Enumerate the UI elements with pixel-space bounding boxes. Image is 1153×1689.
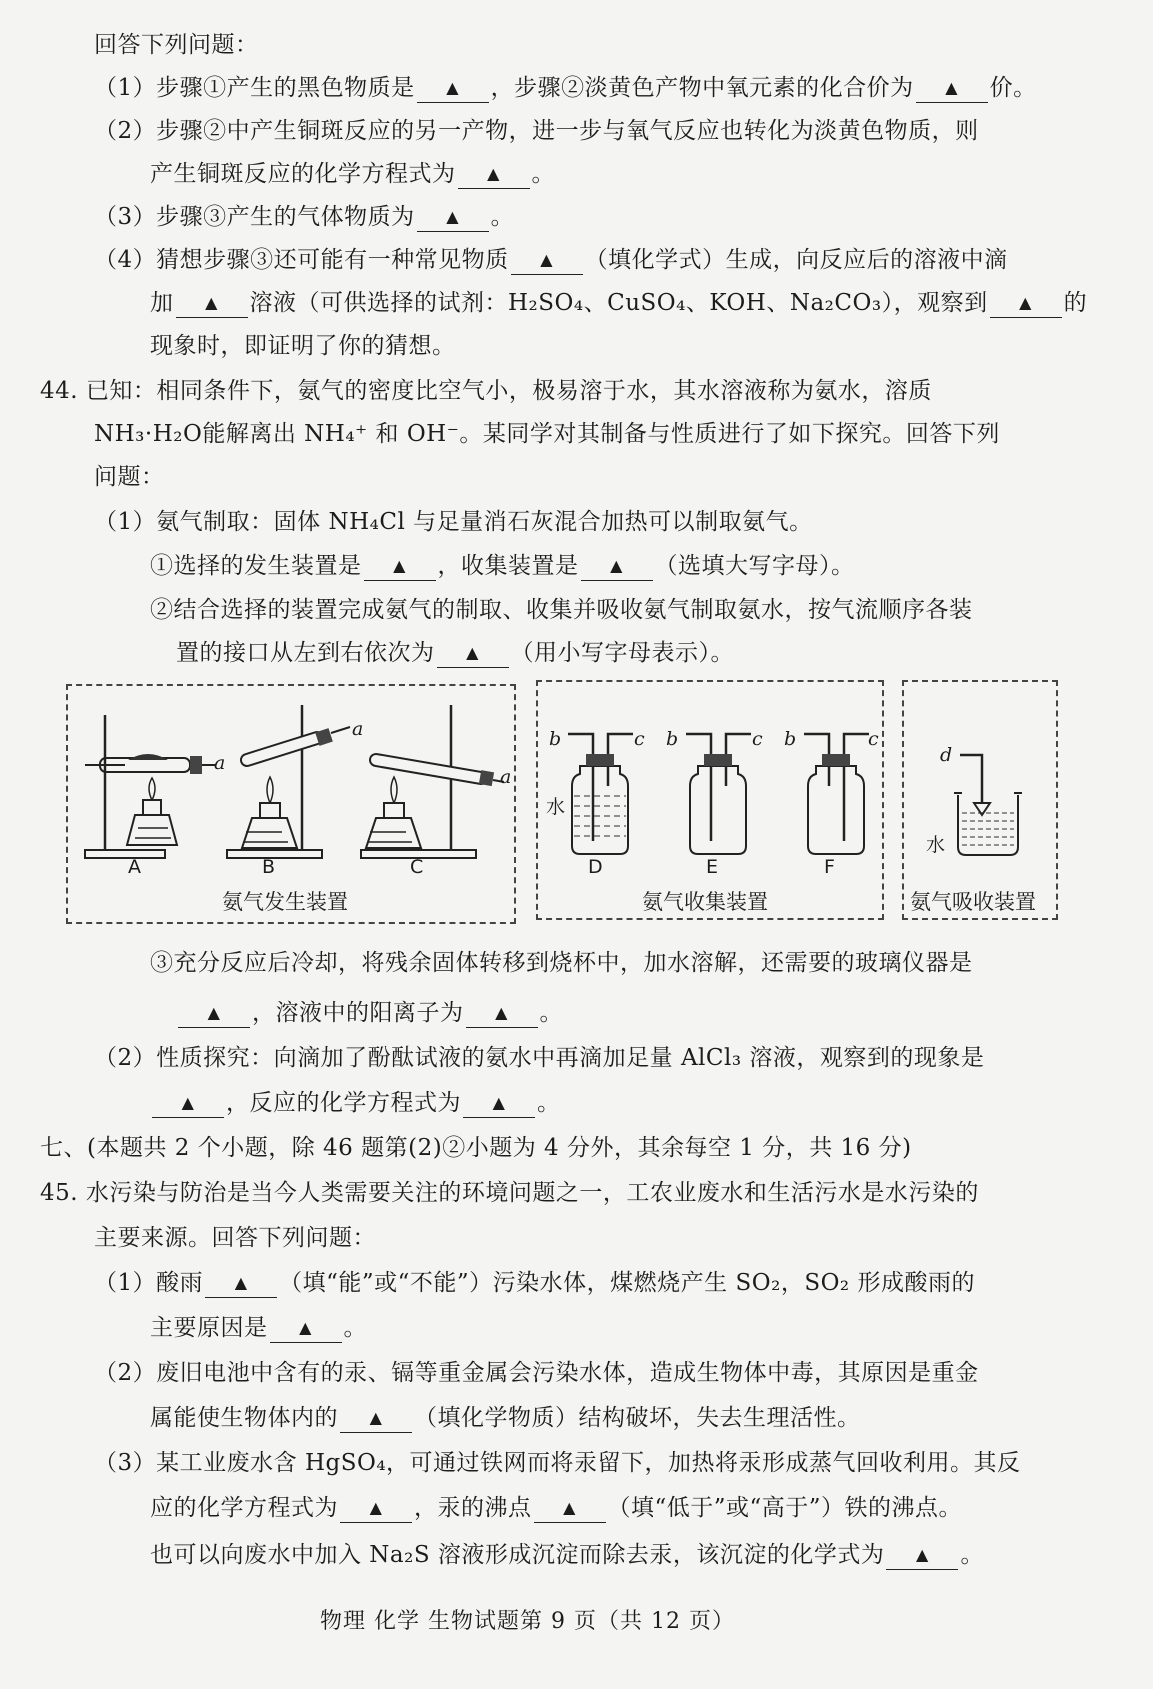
q43-part4-line3: 现象时，即证明了你的猜想。 xyxy=(150,333,456,359)
port-a-label-3: a xyxy=(500,766,512,788)
answer-blank[interactable]: ▲ xyxy=(176,291,248,318)
q43-intro: 回答下列问题： xyxy=(94,32,259,58)
q45-part1-line1: （1）酸雨 ▲ （填“能”或“不能”）污染水体，煤燃烧产生 SO₂，SO₂ 形成酸雨的 xyxy=(94,1270,975,1296)
q43-part2-line1: （2）步骤②中产生铜斑反应的另一产物，进一步与氧气反应也转化为淡黄色物质，则 xyxy=(94,118,979,144)
bottle-f-label: F xyxy=(824,856,835,878)
answer-blank[interactable]: ▲ xyxy=(990,291,1062,318)
answer-blank[interactable]: ▲ xyxy=(417,205,489,232)
answer-blank[interactable]: ▲ xyxy=(534,1496,606,1523)
q45-part3-line1: （3）某工业废水含 HgSO₄，可通过铁网而将汞留下，加热将汞形成蒸气回收利用。其反 xyxy=(94,1450,1021,1476)
q45-part3-line3: 也可以向废水中加入 Na₂S 溶液形成沉淀而除去汞，该沉淀的化学式为 ▲ 。 xyxy=(150,1542,984,1568)
q44-part2-line2: ▲ ，反应的化学方程式为 ▲ 。 xyxy=(150,1088,561,1118)
apparatus-c-label: C xyxy=(410,856,424,878)
q43-part3: （3）步骤③产生的气体物质为 ▲ 。 xyxy=(94,204,515,230)
q45-stem-line1: 45. 水污染与防治是当今人类需要关注的环境问题之一，工农业废水和生活污水是水污染的 xyxy=(40,1180,979,1206)
absorption-caption: 氨气吸收装置 xyxy=(910,890,1036,914)
apparatus-a-drawing xyxy=(80,700,220,860)
q45-part1-line2: 主要原因是 ▲ 。 xyxy=(150,1315,367,1341)
q43-part4-line2: 加 ▲ 溶液（可供选择的试剂：H₂SO₄、CuSO₄、KOH、Na₂CO₃），观察到 ▲ 的 xyxy=(150,290,1088,316)
bottle-d-label: D xyxy=(588,856,603,878)
answer-blank[interactable]: ▲ xyxy=(511,248,583,275)
answer-blank[interactable]: ▲ xyxy=(270,1316,342,1343)
section7-title: 七、(本题共 2 个小题，除 46 题第(2)②小题为 4 分外，其余每空 1 分，共 16 分) xyxy=(40,1135,912,1161)
q44-stem-line3: 问题： xyxy=(94,464,165,490)
answer-blank[interactable]: ▲ xyxy=(152,1091,224,1118)
apparatus-b-drawing xyxy=(222,700,362,860)
q44-stem-line1: 44. 已知：相同条件下，氨气的密度比空气小，极易溶于水，其水溶液称为氨水，溶质 xyxy=(40,378,932,404)
answer-blank[interactable]: ▲ xyxy=(178,1001,250,1028)
answer-blank[interactable]: ▲ xyxy=(340,1496,412,1523)
generator-caption: 氨气发生装置 xyxy=(222,890,348,914)
answer-blank[interactable]: ▲ xyxy=(581,554,653,581)
answer-blank[interactable]: ▲ xyxy=(364,554,436,581)
q44-part1-ii-line1: ②结合选择的装置完成氨气的制取、收集并吸收氨气制取氨水，按气流顺序各装 xyxy=(150,597,973,623)
port-d-label: d xyxy=(940,744,953,766)
answer-blank[interactable]: ▲ xyxy=(886,1543,958,1570)
apparatus-c-drawing xyxy=(356,700,506,860)
q43-part2-line2: 产生铜斑反应的化学方程式为 ▲ 。 xyxy=(150,161,555,187)
q44-part1: （1）氨气制取：固体 NH₄Cl 与足量消石灰混合加热可以制取氨气。 xyxy=(94,509,813,535)
port-b-label-d: b xyxy=(549,728,562,750)
q44-part1-iii-line1: ③充分反应后冷却，将残余固体转移到烧杯中，加水溶解，还需要的玻璃仪器是 xyxy=(150,950,973,976)
q44-part1-ii-line2: 置的接口从左到右依次为 ▲ （用小写字母表示）。 xyxy=(176,640,734,666)
port-a-label-1: a xyxy=(214,752,226,774)
q44-part2-line1: （2）性质探究：向滴加了酚酞试液的氨水中再滴加足量 AlCl₃ 溶液，观察到的现象是 xyxy=(94,1045,985,1071)
answer-blank[interactable]: ▲ xyxy=(466,1001,538,1028)
q43-part1: （1）步骤①产生的黑色物质是 ▲ ，步骤②淡黄色产物中氧元素的化合价为 ▲ 价。 xyxy=(94,75,1037,101)
q45-part2-line2: 属能使生物体内的 ▲ （填化学物质）结构破坏，失去生理活性。 xyxy=(150,1405,861,1431)
port-c-label-f: c xyxy=(868,728,879,750)
q43-part4-line1: （4）猜想步骤③还可能有一种常见物质 ▲ （填化学式）生成，向反应后的溶液中滴 xyxy=(94,247,1008,273)
port-c-label-e: c xyxy=(752,728,763,750)
q45-part2-line1: （2）废旧电池中含有的汞、镉等重金属会污染水体，造成生物体中毒，其原因是重金 xyxy=(94,1360,979,1386)
water-label-absorb: 水 xyxy=(926,834,946,856)
answer-blank[interactable]: ▲ xyxy=(340,1406,412,1433)
port-b-label-e: b xyxy=(666,728,679,750)
answer-blank[interactable]: ▲ xyxy=(458,162,530,189)
answer-blank[interactable]: ▲ xyxy=(916,76,988,103)
q45-part3-line2: 应的化学方程式为 ▲ ，汞的沸点 ▲ （填“低于”或“高于”）铁的沸点。 xyxy=(150,1495,963,1521)
port-c-label-d: c xyxy=(634,728,645,750)
apparatus-b-label: B xyxy=(262,856,276,878)
bottle-e-label: E xyxy=(706,856,719,878)
answer-blank[interactable]: ▲ xyxy=(205,1271,277,1298)
q44-stem-line2: NH₃·H₂O能解离出 NH₄⁺ 和 OH⁻。某同学对其制备与性质进行了如下探究。回答下列 xyxy=(94,421,1000,447)
port-b-label-f: b xyxy=(784,728,797,750)
absorption-beaker-drawing xyxy=(950,745,1030,860)
q44-part1-iii-line2: ▲ ，溶液中的阳离子为 ▲ 。 xyxy=(176,998,563,1028)
page-footer: 物理 化学 生物试题第 9 页（共 12 页） xyxy=(320,1609,735,1634)
port-a-label-2: a xyxy=(352,718,364,740)
water-label-d: 水 xyxy=(546,796,566,818)
collection-caption: 氨气收集装置 xyxy=(642,890,768,914)
answer-blank[interactable]: ▲ xyxy=(463,1091,535,1118)
q45-stem-line2: 主要来源。回答下列问题： xyxy=(94,1225,376,1251)
answer-blank[interactable]: ▲ xyxy=(437,641,509,668)
apparatus-a-label: A xyxy=(128,856,141,878)
q44-part1-i: ①选择的发生装置是 ▲ ，收集装置是 ▲ （选填大写字母）。 xyxy=(150,553,855,579)
answer-blank[interactable]: ▲ xyxy=(417,76,489,103)
